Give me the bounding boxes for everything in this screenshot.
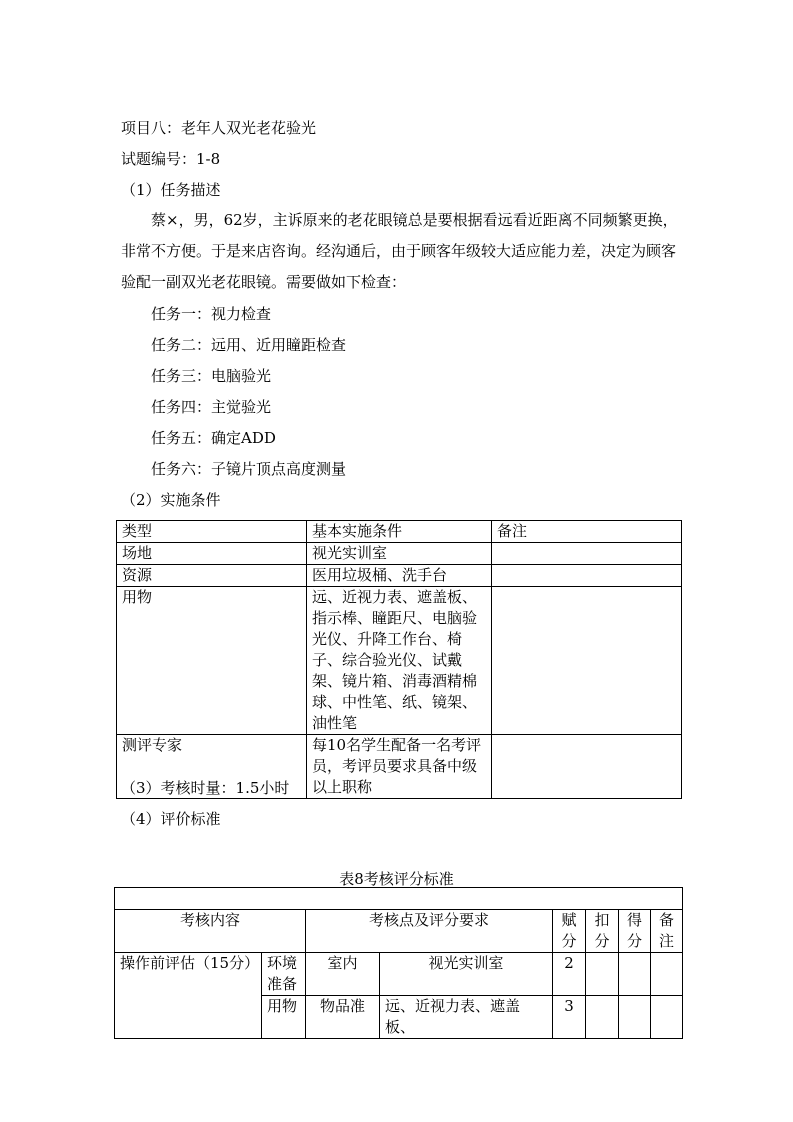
table-cell <box>492 587 682 735</box>
table-cell: 用物 <box>262 996 306 1039</box>
table-cell <box>492 735 682 799</box>
table-cell <box>651 953 683 996</box>
header-cell: 备注 <box>651 910 683 953</box>
header-cell: 类型 <box>117 521 307 543</box>
table-cell <box>492 543 682 565</box>
table-row <box>115 953 683 996</box>
blank-cell <box>115 888 683 910</box>
table-header-row <box>117 521 682 543</box>
table-cell <box>586 953 619 996</box>
header-cell: 扣分 <box>586 910 619 953</box>
table-cell: 远、近视力表、遮盖板、 <box>380 996 553 1039</box>
table-cell <box>619 953 651 996</box>
section-task-description: （1）任务描述 <box>121 181 221 199</box>
table-cell: 每10名学生配备一名考评员，考评员要求具备中级以上职称 <box>307 735 492 799</box>
question-number: 试题编号：1-8 <box>121 150 221 168</box>
task-item: 任务四：主觉验光 <box>151 398 272 416</box>
header-cell: 赋分 <box>553 910 586 953</box>
table-row <box>117 565 682 587</box>
header-cell: 备注 <box>492 521 682 543</box>
task-item: 任务二：远用、近用瞳距检查 <box>151 336 347 354</box>
table-cell: 物品准 <box>306 996 380 1039</box>
table-cell: 视光实训室 <box>307 543 492 565</box>
table-cell: 2 <box>553 953 586 996</box>
header-cell: 得分 <box>619 910 651 953</box>
project-title: 项目八：老年人双光老花验光 <box>121 119 317 137</box>
description-text: 蔡×，男，62岁，主诉原来的老花眼镜总是要根据看远看近距离不同频繁更换，非常不方便。于是来店咨询。经沟通后，由于顾客年级较大适应能力差，决定为顾客验配一副双光老花眼镜。需要做如下检查： <box>121 211 678 291</box>
header-cell: 考核点及评分要求 <box>306 910 553 953</box>
task-item: 任务三：电脑验光 <box>151 367 272 385</box>
table-cell: 远、近视力表、遮盖板、指示棒、瞳距尺、电脑验光仪、升降工作台、椅子、综合验光仪、试戴架、镜片箱、消毒酒精棉球、中性笔、纸、镜架、油性笔 <box>307 587 492 735</box>
table-cell: 场地 <box>117 543 307 565</box>
table-cell: 视光实训室 <box>380 953 553 996</box>
table-cell: 操作前评估（15分） <box>115 953 262 1039</box>
table-cell: 环境准备 <box>262 953 306 996</box>
table-cell <box>586 996 619 1039</box>
table-cell: 用物 <box>117 587 307 735</box>
task-item: 任务五：确定ADD <box>151 429 276 447</box>
conditions-table <box>116 520 682 799</box>
table-cell: 测评专家 <box>117 735 307 799</box>
task-item: 任务一：视力检查 <box>151 305 272 323</box>
table-cell: 室内 <box>306 953 380 996</box>
table-cell <box>651 996 683 1039</box>
task-item: 任务六：子镜片顶点高度测量 <box>151 460 347 478</box>
table-cell: 3 <box>553 996 586 1039</box>
table-row <box>117 543 682 565</box>
table-header-row <box>115 910 683 953</box>
table-row <box>117 587 682 735</box>
table-cell <box>492 565 682 587</box>
section-exam-time: （3）考核时量：1.5小时 <box>121 779 290 797</box>
blank-row <box>115 888 683 910</box>
header-cell: 考核内容 <box>115 910 306 953</box>
table-cell: 资源 <box>117 565 307 587</box>
evaluation-table <box>114 887 683 1039</box>
header-cell: 基本实施条件 <box>307 521 492 543</box>
section-evaluation: （4）评价标准 <box>121 810 221 828</box>
description-paragraph <box>121 205 681 298</box>
section-conditions: （2）实施条件 <box>121 491 221 509</box>
table-cell: 医用垃圾桶、洗手台 <box>307 565 492 587</box>
table-caption: 表8考核评分标准 <box>339 870 454 888</box>
table-cell <box>619 996 651 1039</box>
